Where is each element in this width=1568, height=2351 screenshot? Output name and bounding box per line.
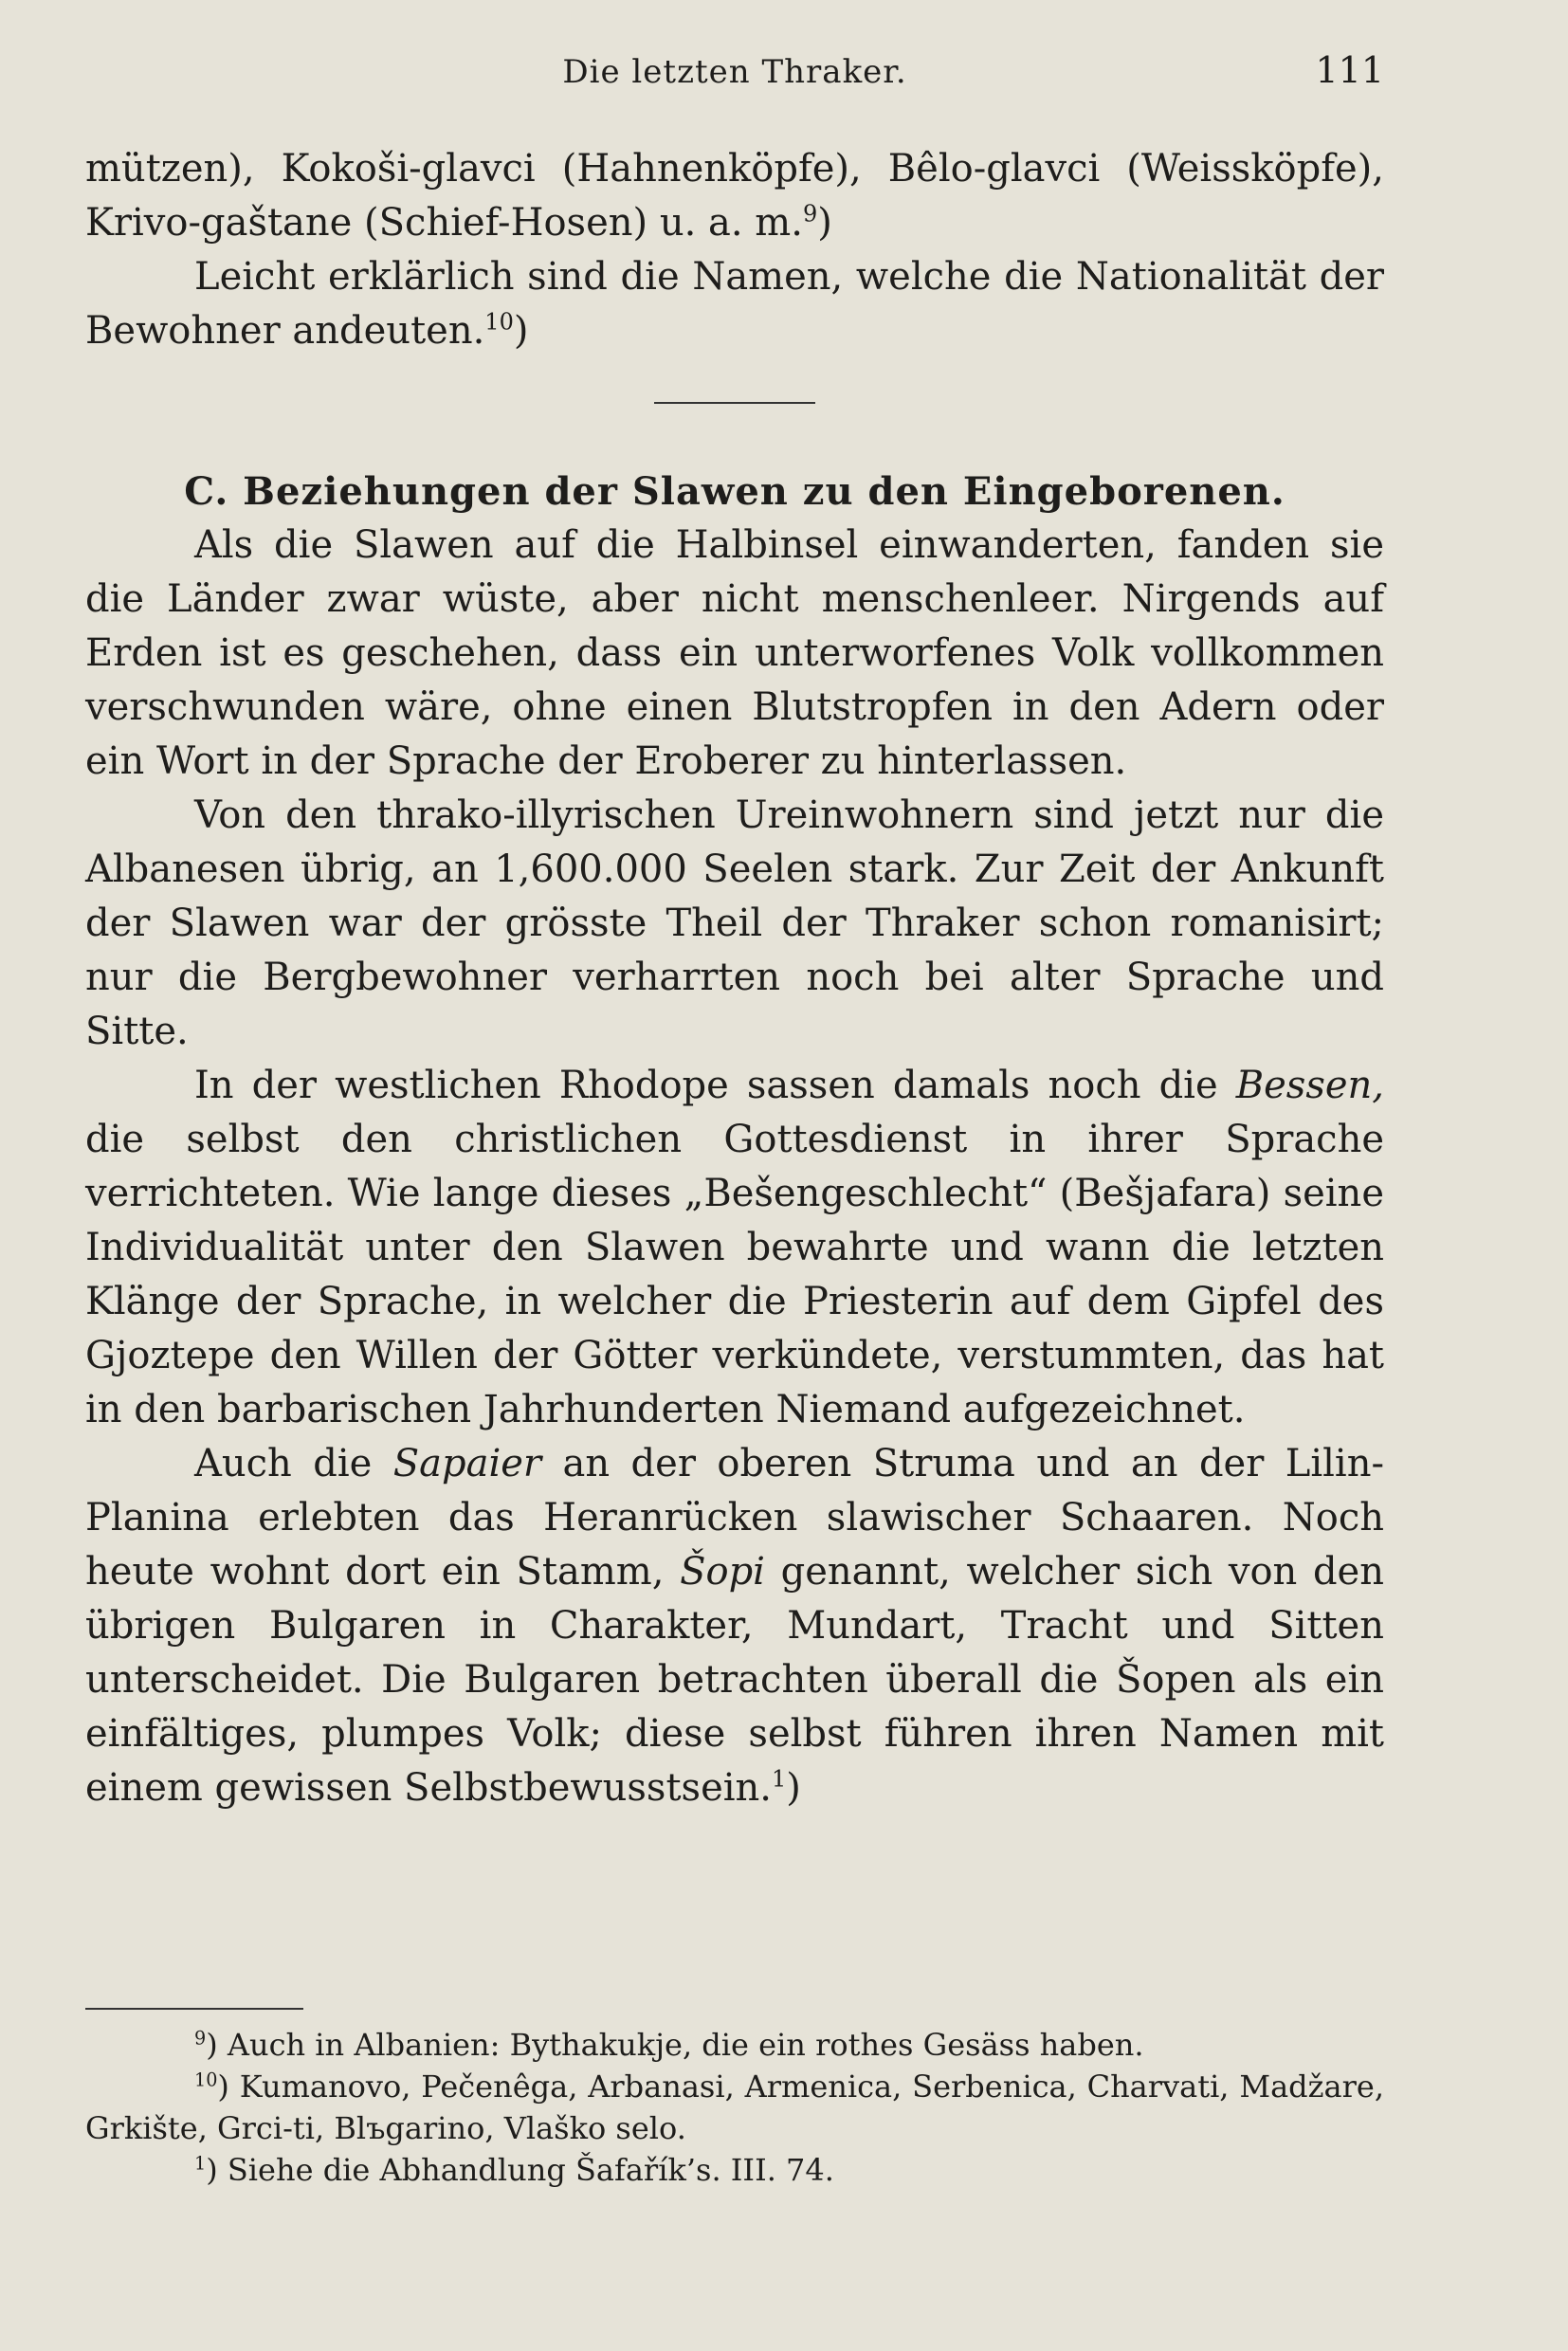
paragraph-text: genannt, welcher sich von den übrigen Bulgaren in Charakter, Mundart, Tracht und Sitten unterscheidet. Die Bulgaren betrachten überall die Šopen als ein einfältiges, plumpes Volk; diese selbst führen ihren Namen mit einem gewissen Selbstbewusstsein. [85,1550,1384,1810]
footnote-ref: 1 [772,1765,787,1793]
section-heading: C. Beziehungen der Slawen zu den Eingeborenen. [184,469,1285,514]
page-number: 111 [1315,49,1384,91]
paragraph-text: mützen), Kokoši-glavci (Hahnenköpfe), Bêlo-glavci (Weissköpfe), Krivo-gaštane (Schief-Hosen) u. a. m. [85,147,1384,245]
paragraph-text: ) [817,201,832,245]
paragraph: Als die Slawen auf die Halbinsel einwanderten, fanden sie die Länder zwar wüste, aber nicht menschenleer. Nirgends auf Erden ist es geschehen, dass ein unterworfenes Volk vollkommen verschwunden wäre, ohne einen Blutstropfen in den Adern oder ein Wort in der Sprache der Eroberer zu hinterlassen. [85,523,1384,783]
paragraph-text: In der westlichen Rhodope sassen damals noch die [194,1064,1236,1107]
paragraph [85,1059,1384,1437]
emphasis: Šopi [680,1550,765,1594]
footnote-divider [85,2008,303,2010]
footnote-mark: 1 [194,2152,207,2175]
paragraph: Von den thrako-illyrischen Ureinwohnern sind jetzt nur die Albanesen übrig, an 1,600.000 Seelen stark. Zur Zeit der Ankunft der Slawen war der grösste Theil der Thraker schon romanisirt; nur die Bergbewohner verharrten noch bei alter Sprache und Sitte. [85,793,1384,1053]
footnote [85,2149,1384,2191]
paragraph [85,1437,1384,1815]
emphasis: Sapaier [392,1442,542,1485]
footnote-mark: 9 [194,2027,207,2050]
paragraph-text: an der oberen Struma und an der Lilin-Planina erlebten das Heranrücken slawischer Schaaren. Noch heute wohnt dort ein Stamm, [85,1442,1384,1594]
paragraph-text: ) [513,309,529,353]
footnote-mark: 10 [194,2069,218,2091]
paragraph-text: ) [786,1766,801,1810]
footnote [85,2066,1384,2149]
page-header [85,47,1384,104]
page-body [85,142,1384,1815]
footnote-text: ) Siehe die Abhandlung Šafařík’s. III. 74. [206,2152,834,2188]
footnote-text: ) Auch in Albanien: Bythakukje, die ein rothes Gesäss haben. [206,2027,1144,2063]
footnote-text: ) Kumanovo, Pečenêga, Arbanasi, Armenica, Serbenica, Charvati, Madžare, Grkište, Grci-ti, Blъgarino, Vlaško selo. [85,2069,1384,2146]
footnote-ref: 9 [802,200,818,228]
footnotes [85,2024,1384,2191]
paragraph-text: Leicht erklärlich sind die Namen, welche die Nationalität der Bewohner andeuten. [85,255,1384,353]
footnote-ref: 10 [484,308,514,336]
paragraph-continued [85,142,1384,250]
paragraph [85,250,1384,358]
emphasis: Bessen, [1235,1064,1384,1107]
paragraph-text: Auch die [194,1442,393,1485]
section-divider [654,402,815,404]
running-title: Die letzten Thraker. [562,53,907,91]
paragraph-text: die selbst den christlichen Gottesdienst in ihrer Sprache verrichteten. Wie lange dieses „Bešengeschlecht“ (Bešjafara) seine Individualität unter den Slawen bewahrte und wann die letzten Klänge der Sprache, in welcher die Priesterin auf dem Gipfel des Gjoztepe den Willen der Götter verkündete, verstummten, das hat in den barbarischen Jahrhunderten Niemand aufgezeichnet. [85,1118,1384,1431]
footnote [85,2024,1384,2066]
